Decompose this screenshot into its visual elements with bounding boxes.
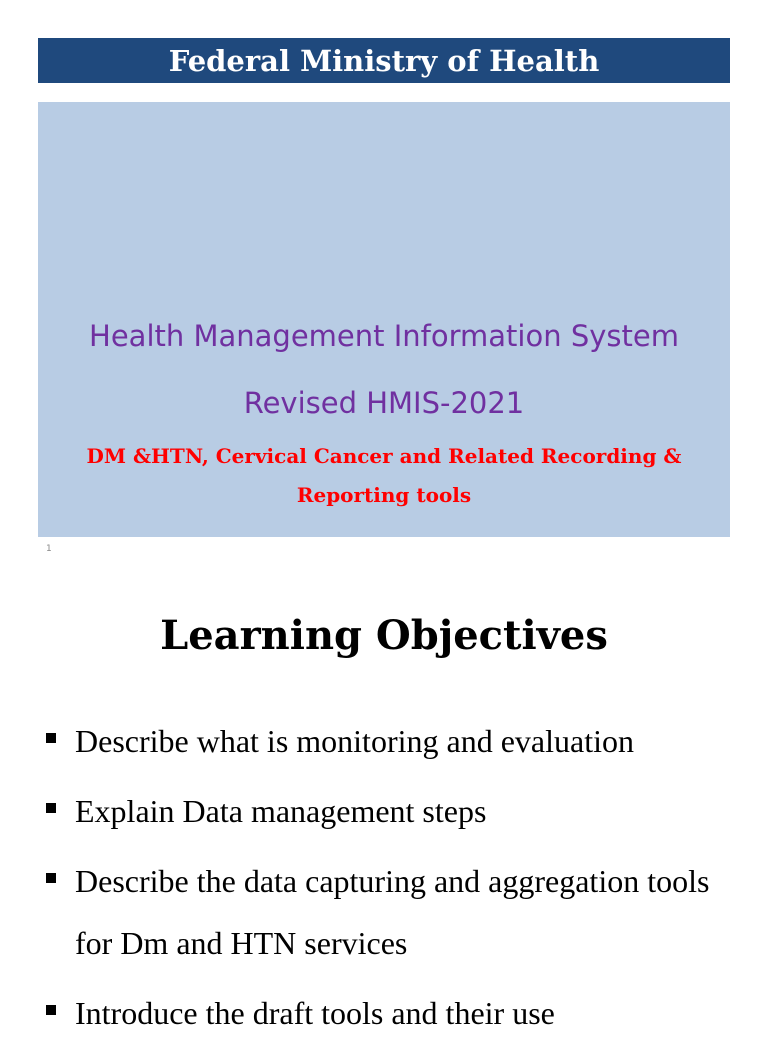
objective-text: Introduce the draft tools and their use bbox=[75, 995, 555, 1031]
objective-text: Explain Data management steps bbox=[75, 793, 487, 829]
objective-text: Describe the data capturing and aggregation tools for Dm and HTN services bbox=[75, 863, 710, 961]
learning-objectives-heading: Learning Objectives bbox=[160, 612, 608, 659]
slide-subtitle: Revised HMIS-2021 bbox=[243, 386, 525, 420]
objective-item bbox=[46, 850, 746, 974]
square-bullet-icon bbox=[46, 803, 56, 813]
ministry-title: Federal Ministry of Health bbox=[168, 44, 600, 78]
page-number: 1 bbox=[46, 544, 52, 554]
objective-item bbox=[46, 982, 746, 1044]
ministry-header bbox=[38, 38, 730, 83]
objective-item bbox=[46, 780, 746, 842]
objectives-list bbox=[46, 710, 746, 1052]
square-bullet-icon bbox=[46, 1005, 56, 1015]
slide-title: Health Management Information System bbox=[89, 319, 679, 353]
title-slide-box bbox=[38, 102, 730, 537]
square-bullet-icon bbox=[46, 733, 56, 743]
objective-text: Describe what is monitoring and evaluation bbox=[75, 723, 634, 759]
slide-tools-line: DM &HTN, Cervical Cancer and Related Recording & Reporting tools bbox=[86, 444, 682, 507]
objective-item bbox=[46, 710, 746, 772]
square-bullet-icon bbox=[46, 873, 56, 883]
